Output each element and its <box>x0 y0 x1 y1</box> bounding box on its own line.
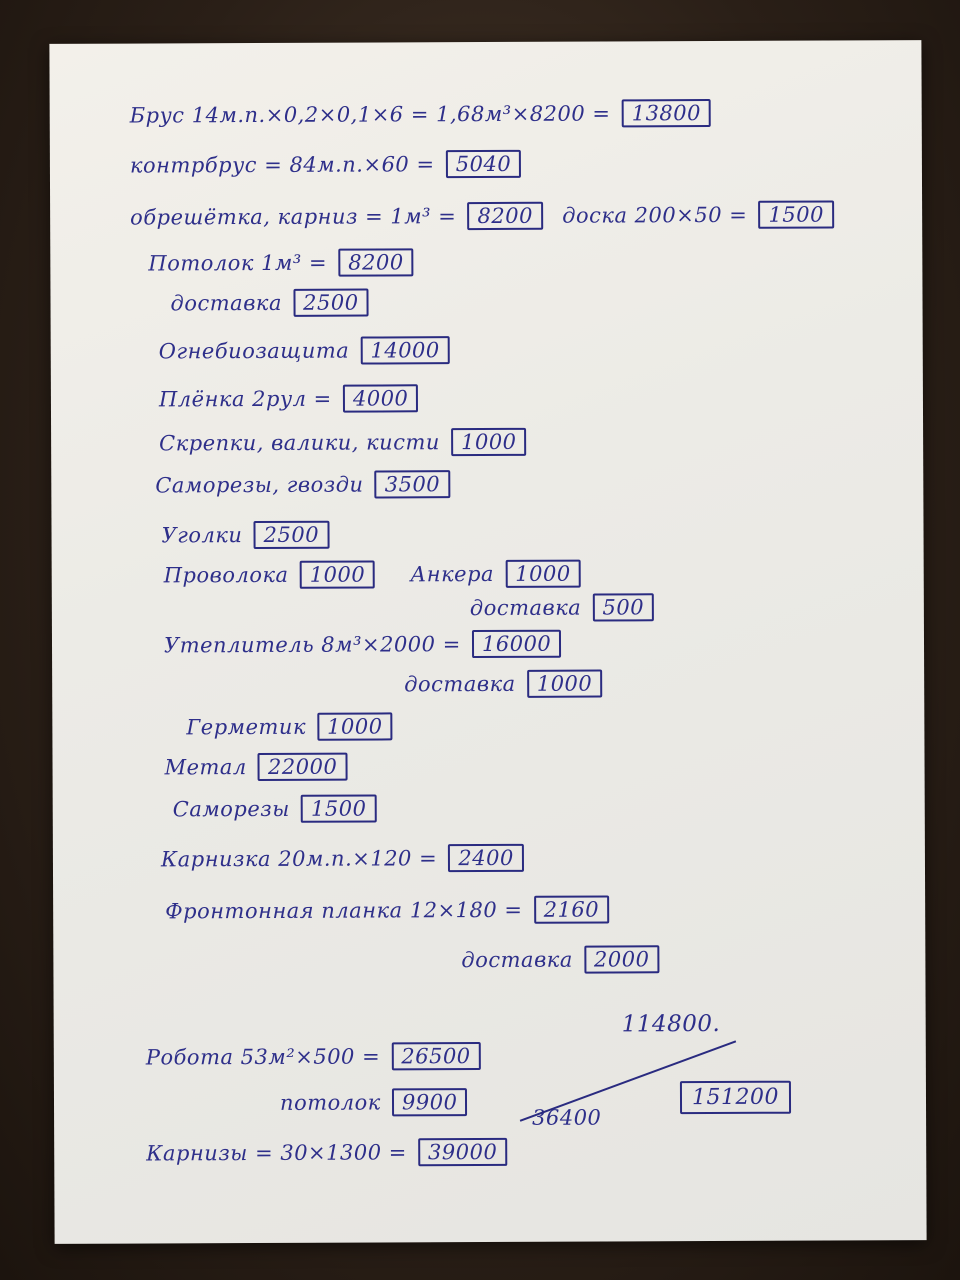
row-delivery-4 <box>461 945 659 974</box>
row-amount: 2400 <box>448 844 524 872</box>
row-amount: 1500 <box>301 794 377 822</box>
row-label: Потолок 1м³ = <box>148 250 328 276</box>
row-label: Проволока <box>163 562 289 588</box>
row-screws <box>173 794 377 823</box>
row-label: Брус 14м.п.×0,2×0,1×6 = 1,68м³×8200 = <box>129 101 611 128</box>
row-counter-beam <box>130 150 521 180</box>
row-delivery-3 <box>404 670 602 699</box>
row-amount: 14000 <box>360 336 449 364</box>
row-amount: 1000 <box>527 670 603 698</box>
row-label: Карнизы = 30×1300 = <box>146 1140 407 1166</box>
row-label: Утеплитель 8м³×2000 = <box>163 632 461 658</box>
row-metal <box>164 753 347 782</box>
row-film <box>159 384 419 413</box>
row-amount: 1000 <box>451 428 527 456</box>
row-label: контрбрус = 84м.п.×60 = <box>129 152 435 178</box>
row-label: Плёнка 2рул = <box>158 386 332 412</box>
grand-total <box>676 1081 791 1115</box>
row-amount: 8200 <box>338 248 414 276</box>
row-insulation <box>164 630 561 660</box>
grand-total-value: 151200 <box>680 1081 791 1114</box>
row-label: Герметик <box>186 714 307 740</box>
row-label: Фронтонная планка 12×180 = <box>165 897 523 924</box>
row-label: доставка <box>170 290 283 316</box>
row-label: доставка <box>469 595 582 621</box>
row-amount: 1000 <box>317 712 393 740</box>
row-amount: 2000 <box>584 945 660 973</box>
row-delivery-1 <box>170 289 368 318</box>
row-label: доставка <box>404 671 516 697</box>
row-amount: 39000 <box>418 1138 507 1166</box>
row-amount: 16000 <box>472 630 561 658</box>
row-label-secondary: Анкера <box>410 561 495 587</box>
row-beam <box>130 99 711 130</box>
handwritten-estimate-sheet <box>49 40 926 1244</box>
row-amount: 3500 <box>375 470 451 498</box>
row-eave-strip <box>161 844 524 874</box>
row-amount: 9900 <box>392 1088 468 1116</box>
row-amount: 13800 <box>622 99 711 127</box>
row-amount: 2500 <box>254 521 330 549</box>
materials-subtotal <box>622 1011 721 1037</box>
subtotal-value: 114800. <box>621 1010 721 1038</box>
row-amount: 500 <box>592 593 654 621</box>
row-label: Метал <box>164 755 247 780</box>
row-wire-anchors <box>164 560 581 590</box>
row-amount-secondary: 1500 <box>758 200 834 228</box>
labor-total-value: 36400 <box>532 1105 602 1130</box>
row-label: Карнизка 20м.п.×120 = <box>160 846 438 872</box>
row-amount: 1000 <box>300 560 376 588</box>
row-label: потолок <box>279 1090 381 1115</box>
row-label: Саморезы, гвозди <box>155 472 364 498</box>
row-label-secondary: доска 200×50 = <box>562 202 748 228</box>
row-label: Скрепки, валики, кисти <box>159 430 440 456</box>
row-sealant <box>186 712 392 741</box>
row-eaves <box>146 1138 507 1168</box>
row-amount: 4000 <box>343 384 419 412</box>
row-amount: 8200 <box>467 202 543 230</box>
row-label: доставка <box>461 947 573 973</box>
row-delivery-2 <box>470 593 654 622</box>
row-amount: 22000 <box>258 753 347 781</box>
row-label: Саморезы <box>172 796 290 822</box>
row-corners <box>161 521 329 550</box>
row-label: обрешётка, карниз = 1м³ = <box>130 204 457 230</box>
row-ceiling-labor <box>280 1088 468 1117</box>
row-ceiling <box>148 248 413 277</box>
row-fire-protection <box>159 336 450 365</box>
row-amount: 26500 <box>391 1042 480 1070</box>
row-label: Уголки <box>161 523 243 548</box>
row-amount: 2500 <box>293 289 369 317</box>
row-amount-secondary: 1000 <box>505 560 581 588</box>
row-staples <box>159 428 527 458</box>
row-label: Робота 53м²×500 = <box>145 1044 381 1070</box>
row-screws-nails <box>155 470 450 499</box>
row-amount: 5040 <box>446 150 522 178</box>
row-amount: 2160 <box>534 895 610 923</box>
row-labor <box>146 1042 481 1071</box>
row-gable-trim <box>165 895 609 925</box>
row-label: Огнебиозащита <box>158 338 350 364</box>
row-lathing <box>130 200 834 231</box>
labor-total <box>532 1106 601 1130</box>
